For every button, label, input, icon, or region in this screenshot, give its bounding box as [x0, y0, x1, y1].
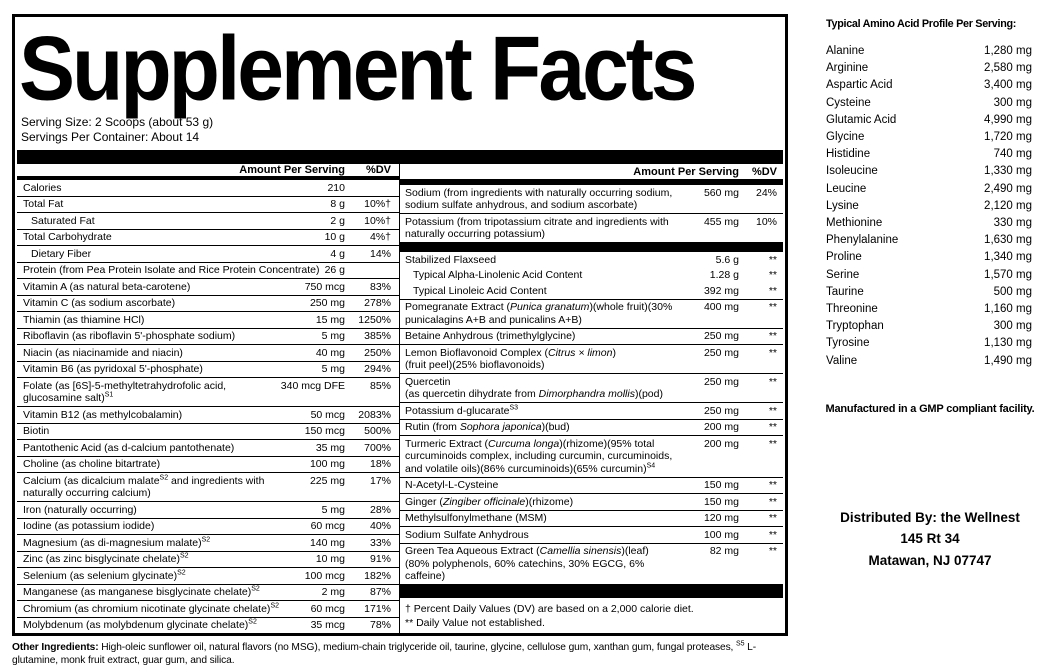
nutrient-row — [400, 299, 783, 328]
amino-acid-name: Arginine — [826, 62, 869, 75]
nutrient-dv: ** — [768, 512, 777, 524]
amino-acid-amount: 2,490 mg — [984, 182, 1032, 195]
footnotes — [400, 598, 783, 633]
nutrient-label: Green Tea Aqueous Extract (Camellia sinensis)(leaf) (80% polyphenols, 60% catechins, 30% EGCG, 6% caffeine) — [405, 545, 649, 582]
amino-acid-amount: 1,130 mg — [984, 337, 1032, 350]
nutrient-dv: 278% — [364, 297, 391, 309]
nutrient-label: Manganese (as manganese bisglycinate chelate)$^{S2}$ — [23, 585, 260, 598]
nutrient-dv: ** — [768, 421, 777, 433]
nutrient-row — [17, 229, 399, 246]
nutrient-dv: 2083% — [358, 408, 391, 421]
nutrient-row — [17, 456, 399, 473]
nutrient-amount: 400 mg — [703, 301, 739, 313]
nutrient-amount: 26 g — [324, 264, 345, 276]
nutrient-label: Ginger (Zingiber officinale)(rhizome) — [405, 495, 574, 508]
nutrient-dv: ** — [768, 330, 777, 342]
amino-acid-name: Tyrosine — [826, 337, 870, 350]
nutrient-amount: 250 mg — [703, 404, 739, 417]
nutrient-label: Vitamin A (as natural beta-carotene) — [23, 280, 191, 293]
amino-acid-name: Threonine — [826, 303, 878, 316]
nutrient-label: Turmeric Extract (Curcuma longa)(rhizome)(95% total curcuminoids complex, including curcumin, curcuminoids, and volatile oils)(86% curcuminoids)(65% curcumin)$^{S4}$ — [405, 437, 673, 475]
footnote-daily-value: † Percent Daily Values (DV) are based on a 2,000 calorie diet. — [405, 603, 694, 615]
nutrient-label: Pomegranate Extract (Punica granatum)(whole fruit)(30% punicalagins A+B and punicalins A+B) — [405, 301, 673, 326]
amino-acid-row — [824, 249, 1036, 266]
nutrient-row — [17, 245, 399, 262]
amino-acid-name: Aspartic Acid — [826, 79, 893, 92]
nutrient-amount: 15 mg — [315, 313, 345, 326]
right-column-rows — [400, 185, 783, 598]
nutrient-label: Methylsulfonylmethane (MSM) — [405, 512, 547, 524]
nutrient-dv: 18% — [369, 458, 391, 470]
nutrient-amount: 210 — [327, 181, 345, 194]
amount-per-serving-header: Amount Per Serving — [633, 165, 739, 178]
distributor-name: Distributed By: the Wellnest — [840, 509, 1020, 525]
nutrient-dv: 385% — [364, 330, 391, 342]
nutrient-dv: 182% — [364, 569, 391, 582]
nutrient-row — [17, 423, 399, 440]
amino-acid-name: Tryptophan — [826, 320, 884, 333]
column-header-right — [400, 164, 783, 179]
amino-acid-row — [824, 215, 1036, 232]
amino-acid-amount: 330 mg — [993, 217, 1032, 230]
amino-acid-row — [824, 95, 1036, 112]
nutrient-dv: 10% — [755, 215, 777, 228]
amino-acid-amount: 500 mg — [993, 285, 1032, 298]
nutrient-row — [17, 551, 399, 568]
nutrient-label: Thiamin (as thiamine HCl) — [23, 313, 145, 326]
nutrient-label: Dietary Fiber — [31, 247, 92, 260]
nutrient-row — [17, 472, 399, 501]
nutrient-dv: ** — [768, 404, 777, 417]
nutrient-row — [17, 534, 399, 551]
nutrient-dv — [345, 182, 391, 195]
nutrient-row — [17, 278, 399, 295]
nutrient-amount: 150 mcg — [304, 425, 345, 437]
supplement-facts-panel — [12, 14, 788, 636]
nutrient-label: Protein (from Pea Protein Isolate and Rice Protein Concentrate) — [23, 264, 320, 276]
amino-acid-amount: 1,330 mg — [984, 165, 1032, 178]
nutrient-amount: 225 mg — [309, 474, 345, 487]
nutrient-label: Typical Alpha-Linolenic Acid Content — [413, 269, 583, 281]
nutrient-dv: ** — [768, 301, 777, 313]
nutrient-dv: 28% — [369, 503, 391, 516]
serving-info — [21, 115, 785, 145]
nutrient-dv: 250% — [364, 346, 391, 359]
nutrient-row — [400, 251, 783, 268]
amino-acid-row — [824, 353, 1036, 370]
other-ingredients: Other Ingredients: High-oleic sunflower oil, natural flavors (no MSG), medium-chain triglyceride oil, taurine, glycine, cellulose gum, xanthan gum, fungal proteases, $^{S5}$ L-glutamine, monk fruit extract, guar gum, and silica. — [12, 640, 756, 666]
nutrient-label: Typical Linoleic Acid Content — [413, 284, 547, 297]
nutrient-row — [17, 328, 399, 345]
nutrient-dv: 14% — [369, 247, 391, 260]
nutrient-label: Lemon Bioflavonoid Complex (Citrus × limon) (fruit peel)(25% bioflavonoids) — [405, 346, 616, 371]
percent-dv-header: %DV — [751, 165, 777, 178]
nutrient-label: Niacin (as niacinamide and niacin) — [23, 346, 183, 359]
nutrient-row — [400, 283, 783, 299]
nutrient-dv: 91% — [369, 553, 391, 565]
nutrient-amount: 8 g — [330, 198, 345, 210]
amino-acid-row — [824, 181, 1036, 198]
nutrient-label: Calories — [23, 181, 62, 194]
nutrient-dv: ** — [768, 495, 777, 508]
nutrient-amount: 60 mcg — [310, 602, 345, 615]
nutrient-row — [400, 543, 783, 585]
nutrient-label: Biotin — [23, 425, 50, 437]
nutrient-row — [400, 419, 783, 436]
nutrient-dv: 10%† — [364, 214, 391, 227]
nutrient-row — [17, 501, 399, 518]
nutrient-amount: 5 mg — [321, 330, 345, 342]
amino-acid-list — [824, 43, 1036, 370]
nutrient-dv: 85% — [369, 379, 391, 392]
distributor-city: Matawan, NJ 07747 — [868, 552, 992, 568]
nutrient-amount: 250 mg — [703, 346, 739, 359]
amino-acid-amount: 2,120 mg — [984, 199, 1032, 212]
nutrient-dv — [345, 264, 391, 277]
nutrient-amount: 5 mg — [321, 503, 345, 516]
nutrient-label: Vitamin B6 (as pyridoxal 5'-phosphate) — [23, 363, 203, 375]
nutrient-dv: 500% — [364, 425, 391, 437]
nutrient-dv: 83% — [369, 280, 391, 293]
nutrient-row — [17, 196, 399, 213]
nutrient-row — [17, 212, 399, 229]
nutrient-row — [17, 617, 399, 634]
nutrient-amount: 5 mg — [321, 363, 345, 375]
nutrient-dv: 17% — [369, 474, 391, 487]
amino-acid-row — [824, 60, 1036, 77]
nutrient-label: Calcium (as dicalcium malate$^{S2}$ and ingredients with naturally occurring calcium) — [23, 474, 265, 499]
nutrient-amount: 250 mg — [703, 330, 739, 342]
facts-columns — [17, 164, 783, 633]
nutrient-amount: 120 mg — [703, 512, 739, 524]
nutrient-amount: 250 mg — [703, 375, 739, 388]
nutrient-row — [17, 344, 399, 361]
facts-column-left — [17, 164, 400, 633]
nutrient-row — [17, 439, 399, 456]
amino-acid-name: Lysine — [826, 199, 859, 212]
amino-acid-row — [824, 43, 1036, 60]
nutrient-row — [17, 584, 399, 601]
nutrient-dv: ** — [768, 375, 777, 388]
amino-acid-row — [824, 146, 1036, 163]
nutrient-label: Chromium (as chromium nicotinate glycinate chelate)$^{S2}$ — [23, 602, 279, 615]
amino-acid-amount: 1,160 mg — [984, 303, 1032, 316]
amino-acid-name: Leucine — [826, 182, 867, 195]
nutrient-row — [400, 213, 783, 242]
facts-column-right — [400, 164, 783, 633]
nutrient-amount: 455 mg — [703, 215, 739, 228]
amino-acid-row — [824, 301, 1036, 318]
nutrient-dv: 87% — [369, 586, 391, 598]
nutrient-row — [17, 406, 399, 423]
amino-acid-name: Isoleucine — [826, 165, 878, 178]
nutrient-row — [400, 328, 783, 345]
nutrient-label: Zinc (as zinc bisglycinate chelate)$^{S2}$ — [23, 552, 189, 565]
nutrient-amount: 750 mcg — [304, 280, 345, 293]
amino-acid-name: Cysteine — [826, 96, 871, 109]
nutrient-amount: 100 mg — [309, 458, 345, 470]
amino-acid-name: Serine — [826, 268, 860, 281]
nutrient-amount: 50 mcg — [310, 408, 345, 421]
column-header-left — [17, 164, 399, 176]
nutrient-amount: 140 mg — [309, 536, 345, 549]
gmp-note: Manufactured in a GMP compliant facility. — [825, 402, 1035, 415]
amino-acid-name: Glutamic Acid — [826, 113, 897, 126]
nutrient-row — [17, 518, 399, 535]
nutrient-label: Total Carbohydrate — [23, 231, 112, 243]
nutrient-label: Sodium (from ingredients with naturally occurring sodium, sodium sulfate anhydrous, and sodium ascorbate) — [405, 186, 673, 211]
nutrient-row — [400, 526, 783, 543]
nutrient-row — [17, 262, 399, 279]
section-divider-bar — [400, 242, 783, 251]
nutrient-label: Stabilized Flaxseed — [405, 253, 497, 266]
nutrient-amount: 392 mg — [703, 284, 739, 297]
amino-acid-row — [824, 284, 1036, 301]
nutrient-dv: ** — [768, 437, 777, 450]
nutrient-amount: 2 g — [330, 214, 345, 227]
footnote-not-established: ** Daily Value not established. — [405, 617, 545, 629]
nutrient-label: Total Fat — [23, 198, 64, 210]
distributor-info — [824, 507, 1036, 572]
amount-per-serving-header: Amount Per Serving — [239, 164, 345, 176]
amino-acid-row — [824, 232, 1036, 249]
nutrient-row — [17, 295, 399, 312]
nutrient-amount: 10 mg — [315, 553, 345, 565]
nutrient-amount: 340 mcg DFE — [280, 379, 345, 392]
amino-acid-row — [824, 267, 1036, 284]
nutrient-amount: 200 mg — [703, 437, 739, 450]
amino-acid-row — [824, 318, 1036, 335]
nutrient-amount: 10 g — [324, 231, 345, 243]
amino-acid-amount: 1,490 mg — [984, 354, 1032, 367]
amino-acid-amount: 1,720 mg — [984, 131, 1032, 144]
servings-per-container: Servings Per Container: About 14 — [21, 130, 200, 144]
nutrient-dv: ** — [768, 284, 777, 297]
amino-profile-title: Typical Amino Acid Profile Per Serving: — [826, 18, 1017, 30]
nutrient-amount: 200 mg — [703, 421, 739, 433]
amino-acid-row — [824, 163, 1036, 180]
nutrient-amount: 82 mg — [709, 545, 739, 557]
nutrient-dv: ** — [768, 253, 777, 266]
nutrient-label: Pantothenic Acid (as d-calcium pantothenate) — [23, 441, 235, 454]
nutrient-row — [17, 567, 399, 584]
nutrient-label: Folate (as [6S]-5-methyltetrahydrofolic acid, glucosamine salt)$^{S1}$ — [23, 379, 227, 404]
nutrient-row — [17, 377, 399, 406]
amino-acid-row — [824, 77, 1036, 94]
nutrient-dv: 24% — [755, 186, 777, 199]
nutrient-dv: 78% — [369, 619, 391, 631]
nutrient-amount: 150 mg — [703, 479, 739, 491]
serving-size: Serving Size: 2 Scoops (about 53 g) — [21, 115, 214, 129]
nutrient-label: Saturated Fat — [31, 214, 95, 227]
amino-acid-amount: 1,630 mg — [984, 234, 1032, 247]
amino-acid-amount: 1,280 mg — [984, 45, 1032, 57]
nutrient-amount: 2 mg — [321, 586, 345, 598]
amino-acid-amount: 300 mg — [993, 96, 1032, 109]
nutrient-label: Selenium (as selenium glycinate)$^{S2}$ — [23, 569, 186, 582]
nutrient-dv: 4%† — [369, 231, 391, 243]
amino-acid-amount: 1,570 mg — [984, 268, 1032, 281]
nutrient-amount: 35 mg — [315, 441, 345, 454]
nutrient-amount: 100 mcg — [304, 569, 345, 582]
nutrient-dv: 171% — [364, 602, 391, 615]
nutrient-label: Sodium Sulfate Anhydrous — [405, 528, 529, 541]
nutrient-amount: 4 g — [330, 247, 345, 260]
amino-acid-amount: 740 mg — [993, 148, 1032, 161]
amino-acid-name: Glycine — [826, 131, 865, 144]
nutrient-label: Iodine (as potassium iodide) — [23, 520, 155, 532]
nutrient-label: Magnesium (as di-magnesium malate)$^{S2}$ — [23, 536, 211, 549]
amino-acid-amount: 300 mg — [993, 320, 1032, 333]
nutrient-amount: 560 mg — [703, 186, 739, 199]
left-column-rows — [17, 180, 399, 633]
percent-dv-header: %DV — [365, 164, 391, 176]
nutrient-amount: 5.6 g — [715, 253, 739, 266]
amino-acid-name: Taurine — [826, 285, 864, 298]
nutrient-amount: 40 mg — [315, 346, 345, 359]
nutrient-row — [400, 402, 783, 419]
amino-acid-name: Methionine — [826, 217, 883, 230]
nutrient-row — [400, 344, 783, 373]
nutrient-dv: 1250% — [358, 313, 391, 326]
amino-acid-row — [824, 112, 1036, 129]
nutrient-row — [17, 180, 399, 196]
amino-acid-sidebar — [824, 18, 1036, 571]
nutrient-dv: ** — [768, 545, 777, 557]
nutrient-amount: 60 mcg — [310, 520, 345, 532]
nutrient-dv: 10%† — [364, 198, 391, 210]
nutrient-amount: 100 mg — [703, 528, 739, 541]
nutrient-dv: ** — [768, 479, 777, 491]
amino-acid-amount: 2,580 mg — [984, 62, 1032, 75]
amino-acid-name: Alanine — [826, 45, 865, 57]
nutrient-amount: 35 mcg — [310, 619, 345, 631]
amino-acid-row — [824, 335, 1036, 352]
nutrient-dv: ** — [768, 528, 777, 541]
nutrient-row — [17, 361, 399, 378]
nutrient-row — [17, 600, 399, 617]
nutrient-label: Vitamin B12 (as methylcobalamin) — [23, 408, 183, 421]
nutrient-row — [400, 268, 783, 284]
amino-acid-name: Histidine — [826, 148, 871, 161]
nutrient-amount: 1.28 g — [709, 269, 739, 281]
amino-acid-name: Valine — [826, 354, 858, 367]
nutrient-dv: ** — [768, 269, 777, 281]
nutrient-label: Vitamin C (as sodium ascorbate) — [23, 297, 176, 309]
amino-acid-name: Phenylalanine — [826, 234, 899, 247]
section-bar-top — [17, 150, 783, 164]
nutrient-row — [400, 373, 783, 402]
nutrient-row — [17, 311, 399, 328]
nutrient-amount: 150 mg — [703, 495, 739, 508]
nutrient-dv: 33% — [369, 536, 391, 549]
nutrient-row — [400, 185, 783, 213]
amino-acid-name: Proline — [826, 251, 862, 264]
nutrient-dv: 294% — [364, 363, 391, 375]
amino-acid-row — [824, 129, 1036, 146]
nutrient-amount: 250 mg — [309, 297, 345, 309]
amino-acid-amount: 1,340 mg — [984, 251, 1032, 264]
nutrient-label: Riboflavin (as riboflavin 5'-phosphate sodium) — [23, 330, 236, 342]
nutrient-row — [400, 435, 783, 477]
nutrient-label: Quercetin (as quercetin dihydrate from Dimorphandra mollis)(pod) — [405, 375, 663, 400]
nutrient-label: Potassium d-glucarate$^{S3}$ — [405, 404, 519, 417]
nutrient-dv: 700% — [364, 441, 391, 454]
nutrient-label: Iron (naturally occurring) — [23, 503, 137, 516]
nutrient-label: Potassium (from tripotassium citrate and ingredients with naturally occurring potassium) — [405, 215, 669, 240]
nutrient-row — [400, 510, 783, 527]
nutrient-row — [400, 493, 783, 510]
nutrient-label: N-Acetyl-L-Cysteine — [405, 479, 499, 491]
nutrient-row — [400, 477, 783, 494]
nutrient-dv: ** — [768, 346, 777, 359]
nutrient-label: Molybdenum (as molybdenum glycinate chelate)$^{S2}$ — [23, 618, 257, 631]
nutrient-dv: 40% — [369, 520, 391, 532]
amino-acid-amount: 4,990 mg — [984, 113, 1032, 126]
nutrient-label: Choline (as choline bitartrate) — [23, 458, 161, 470]
nutrient-label: Rutin (from Sophora japonica)(bud) — [405, 421, 570, 433]
amino-acid-row — [824, 198, 1036, 215]
nutrient-label: Betaine Anhydrous (trimethylglycine) — [405, 330, 576, 342]
distributor-street: 145 Rt 34 — [900, 531, 960, 547]
amino-acid-amount: 3,400 mg — [984, 79, 1032, 92]
panel-title: Supplement Facts — [19, 17, 695, 120]
section-divider-bar — [400, 584, 783, 598]
